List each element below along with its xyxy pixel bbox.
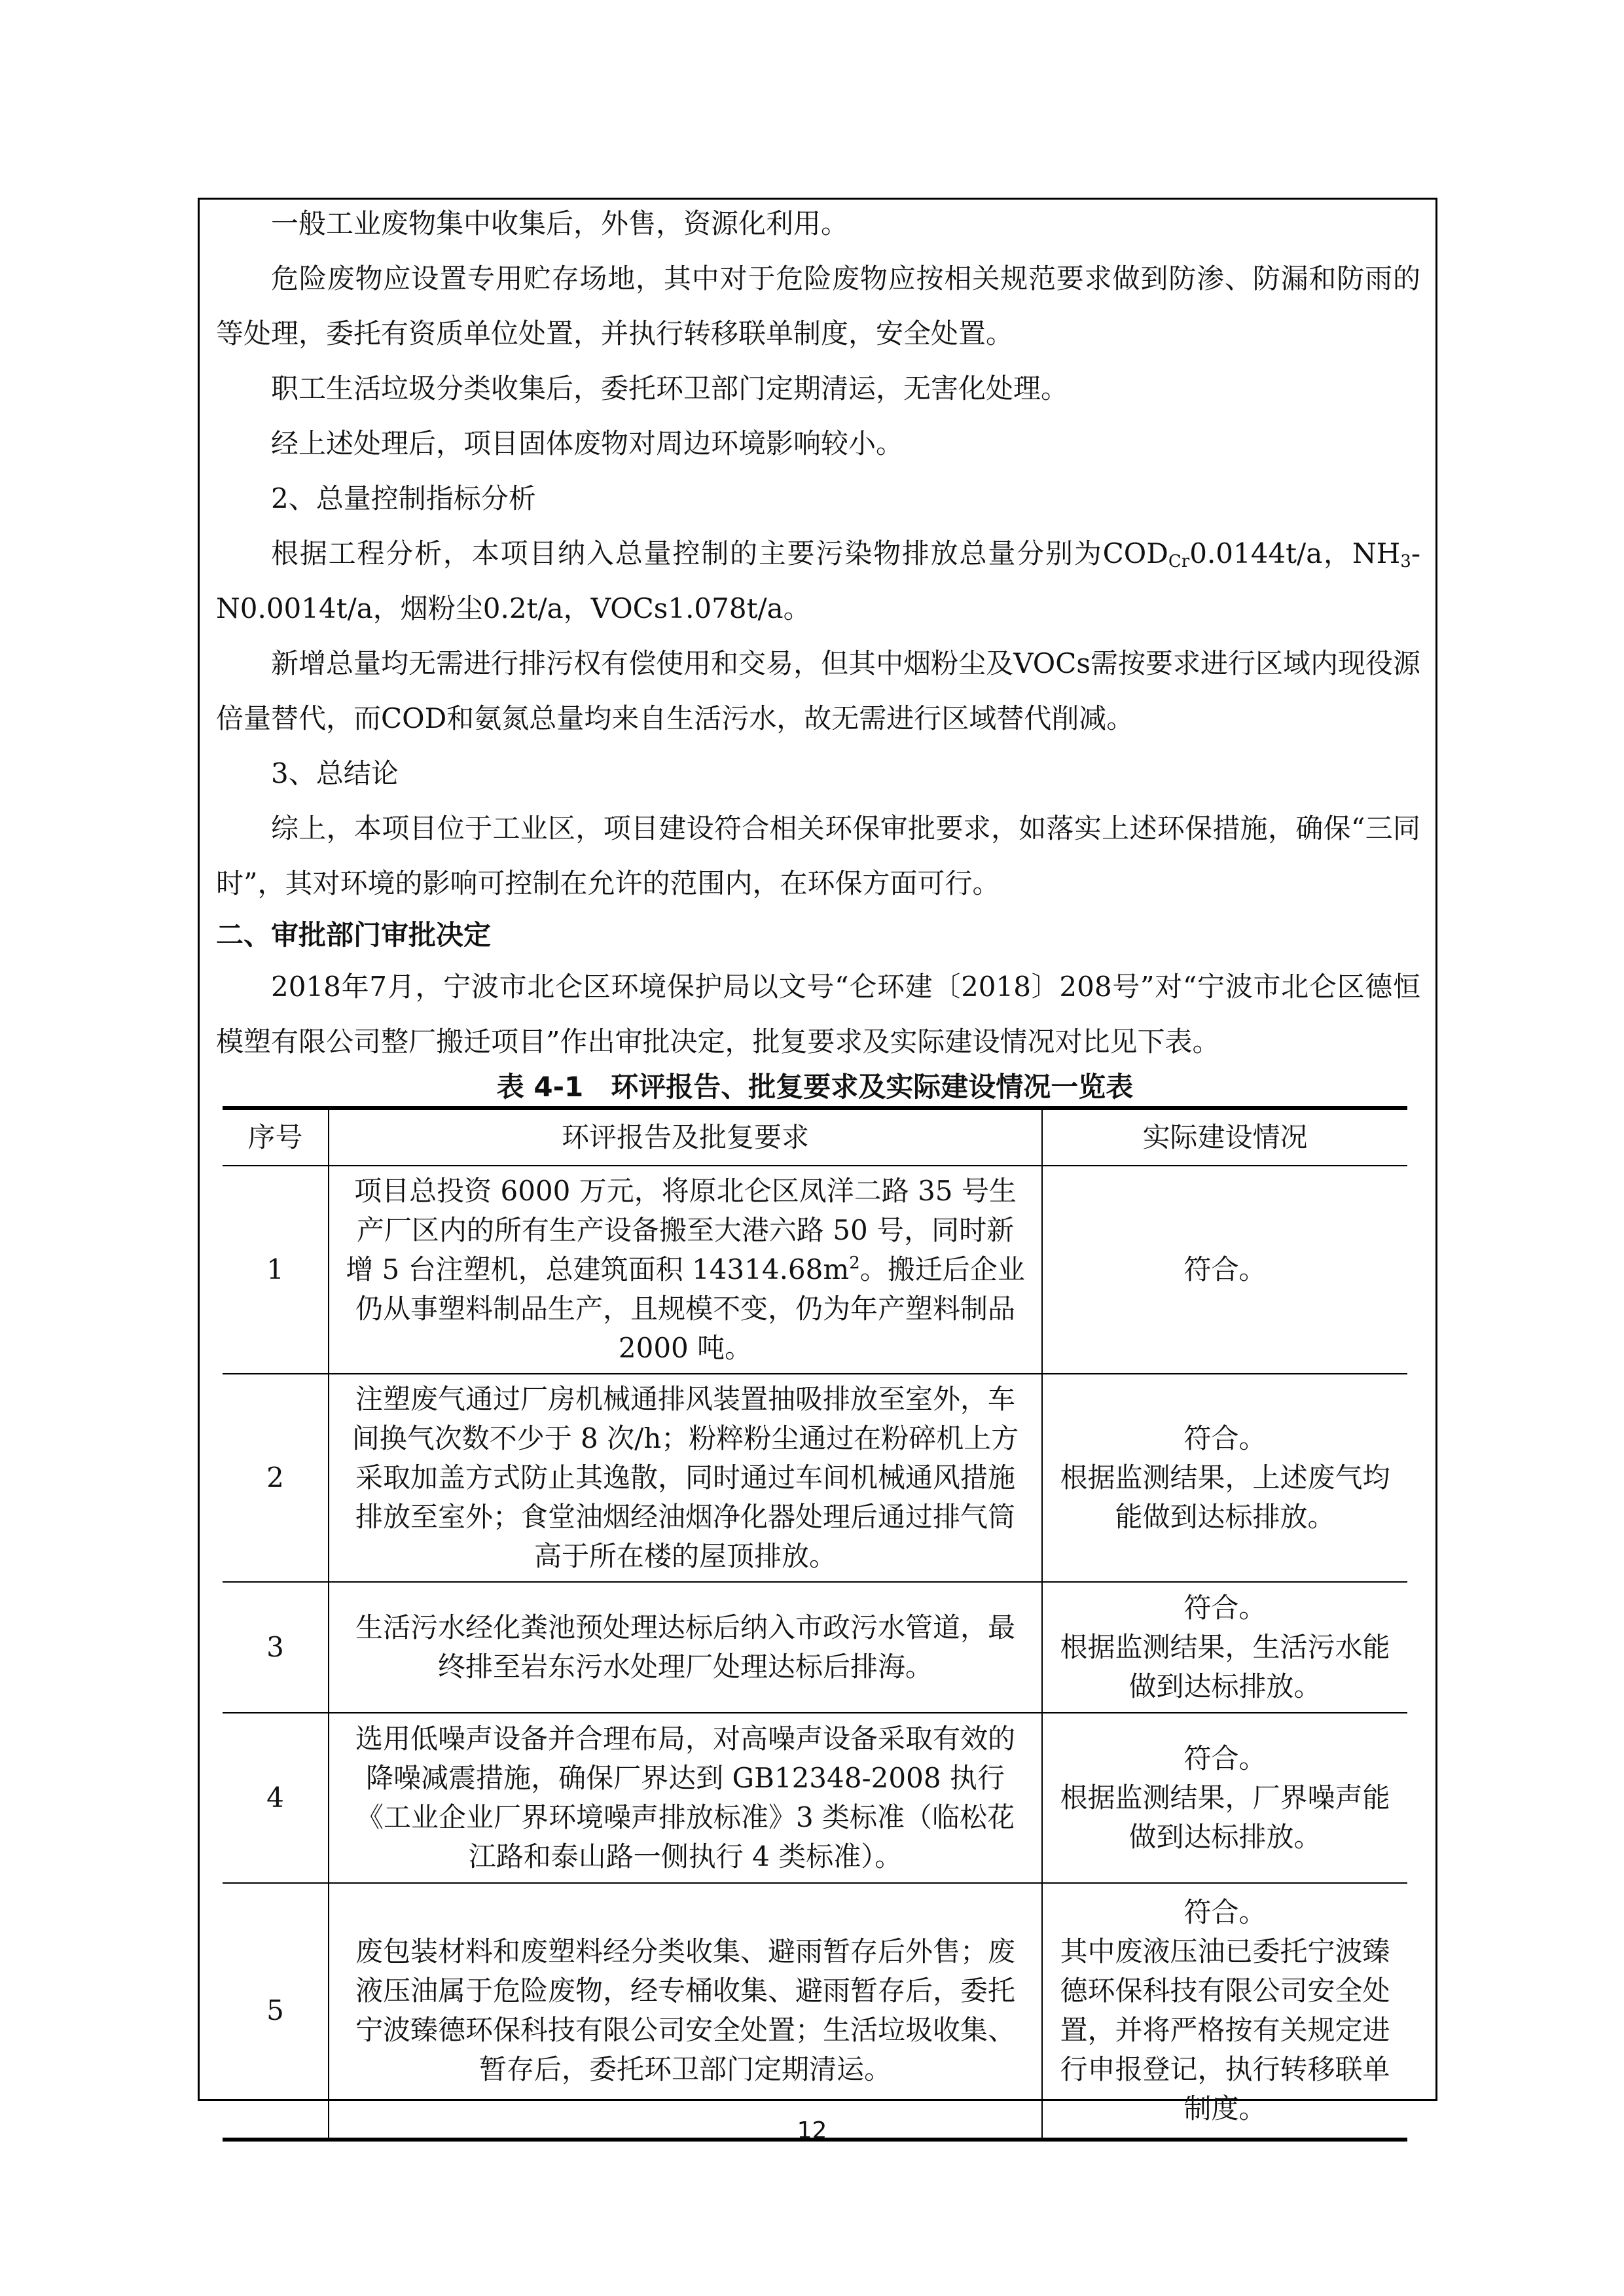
- row-no: 5: [223, 1883, 329, 2140]
- row-actual: 符合。 其中废液压油已委托宁波臻德环保科技有限公司安全处置，并将严格按有关规定进行申报登记，执行转移联单制度。: [1042, 1883, 1407, 2140]
- row-actual: 符合。 根据监测结果，生活污水能做到达标排放。: [1042, 1582, 1407, 1713]
- heading-conclusion: 3、总结论: [271, 757, 399, 789]
- row-requirement: 废包装材料和废塑料经分类收集、避雨暂存后外售；废液压油属于危险废物，经专桶收集、避雨暂存后，委托宁波臻德环保科技有限公司安全处置；生活垃圾收集、暂存后，委托环卫部门定期清运。: [329, 1883, 1042, 2140]
- row-requirement: 生活污水经化粪池预处理达标后纳入市政污水管道，最终排至岩东污水处理厂处理达标后排海。: [329, 1582, 1042, 1713]
- page-number: 12: [797, 2117, 827, 2144]
- row-requirement: 注塑废气通过厂房机械通排风装置抽吸排放至室外，车间换气次数不少于 8 次/h；粉粹粉尘通过在粉碎机上方采取加盖方式防止其逸散，同时通过车间机械通风措施排放至室外；食堂油烟经油烟净化器处理后通过排气筒高于所在楼的屋顶排放。: [329, 1374, 1042, 1582]
- row-actual: 符合。 根据监测结果，上述废气均能做到达标排放。: [1042, 1374, 1407, 1582]
- header-requirement: 环评报告及批复要求: [329, 1108, 1042, 1166]
- table-row: [223, 1374, 1407, 1582]
- paragraph-general-waste: 一般工业废物集中收集后，外售，资源化利用。: [271, 207, 849, 240]
- paragraph-domestic-garbage: 职工生活垃圾分类收集后，委托环卫部门定期清运，无害化处理。: [271, 372, 1069, 404]
- section-title-approval: 二、审批部门审批决定: [216, 919, 492, 951]
- row-no: 4: [223, 1713, 329, 1883]
- paragraph-conclusion: 综上，本项目位于工业区，项目建设符合相关环保审批要求，如落实上述环保措施，确保“三同时”，其对环境的影响可控制在允许的范围内，在环保方面可行。: [216, 812, 1420, 899]
- row-requirement: 项目总投资 6000 万元，将原北仑区凤洋二路 35 号生产厂区内的所有生产设备搬至大港六路 50 号，同时新增 5 台注塑机，总建筑面积 $14314.68m^2$。搬迁后企业仍从事塑料制品生产，且规模不变，仍为年产塑料制品 2000 吨。: [329, 1166, 1042, 1374]
- table-header-row: [223, 1108, 1407, 1166]
- table-title: 表 4-1 环评报告、批复要求及实际建设情况一览表: [496, 1071, 1134, 1103]
- header-actual: 实际建设情况: [1042, 1108, 1407, 1166]
- table-row: [223, 1166, 1407, 1374]
- row-actual: 符合。 根据监测结果，厂界噪声能做到达标排放。: [1042, 1713, 1407, 1883]
- paragraph-hazardous-waste: 危险废物应设置专用贮存场地，其中对于危险废物应按相关规范要求做到防渗、防漏和防雨的等处理，委托有资质单位处置，并执行转移联单制度，安全处置。: [216, 262, 1420, 350]
- row-no: 3: [223, 1582, 329, 1713]
- heading-total-control: 2、总量控制指标分析: [271, 482, 536, 514]
- table-row: [223, 1582, 1407, 1713]
- paragraph-new-total: 新增总量均无需进行排污权有偿使用和交易，但其中烟粉尘及VOCs需按要求进行区域内现役源倍量替代，而COD和氨氮总量均来自生活污水，故无需进行区域替代削减。: [216, 647, 1420, 734]
- paragraph-total-emissions: 根据工程分析，本项目纳入总量控制的主要污染物排放总量分别为$COD_{Cr}0.0144t/a$，$NH_3-N0.0014t/a$，烟粉尘0.2t/a，VOCs1.078t/a。: [216, 537, 1421, 624]
- header-no: 序号: [223, 1108, 329, 1166]
- row-requirement: 选用低噪声设备并合理布局，对高噪声设备采取有效的降噪减震措施，确保厂界达到 GB12348-2008 执行《工业企业厂界环境噪声排放标准》3 类标准（临松花江路和泰山路一侧执行 4 类标准）。: [329, 1713, 1042, 1883]
- comparison-table: [223, 1106, 1407, 2142]
- table-row: [223, 1883, 1407, 2140]
- row-no: 2: [223, 1374, 329, 1582]
- paragraph-approval-decision: 2018年7月，宁波市北仑区环境保护局以文号“仑环建〔2018〕208号”对“宁波市北仑区德恒模塑有限公司整厂搬迁项目”作出审批决定，批复要求及实际建设情况对比见下表。: [216, 971, 1420, 1058]
- table-row: [223, 1713, 1407, 1883]
- row-actual: 符合。: [1042, 1166, 1407, 1374]
- row-no: 1: [223, 1166, 329, 1374]
- paragraph-solid-waste-impact: 经上述处理后，项目固体废物对周边环境影响较小。: [271, 427, 904, 459]
